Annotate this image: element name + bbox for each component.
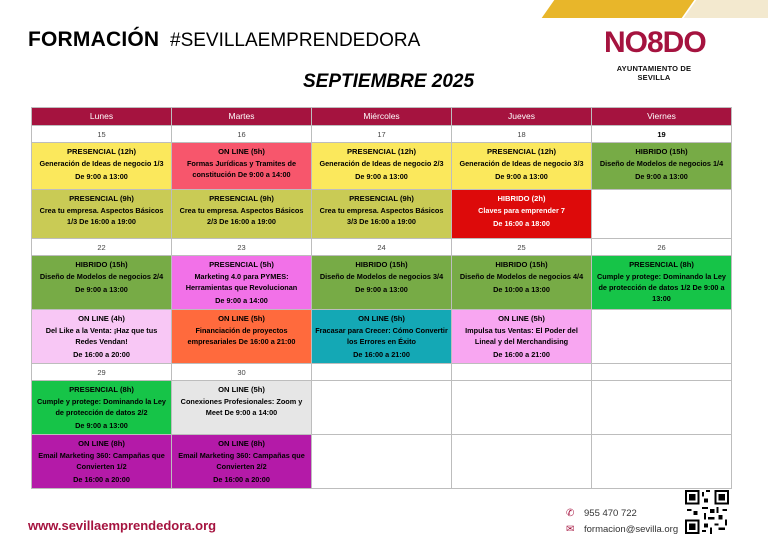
session-title: Fracasar para Crecer: Cómo Convertir los Errores en Éxito xyxy=(315,326,448,346)
session-mode: PRESENCIAL (12h) xyxy=(346,147,417,156)
session-title: Financiación de proyectos empresariales De 16:00 a 21:00 xyxy=(187,326,296,346)
session-cell[interactable] xyxy=(312,310,452,364)
session-title: Marketing 4.0 para PYMES: Herramientas que Revolucionan xyxy=(185,272,298,292)
page-title: FORMACIÓN xyxy=(28,28,160,51)
session-cell[interactable] xyxy=(592,256,732,310)
weekday-header-1: Martes xyxy=(172,108,312,126)
session-mode: PRESENCIAL (12h) xyxy=(486,147,557,156)
session-row xyxy=(32,435,732,489)
session-title: Diseño de Modelos de negocios 4/4 xyxy=(459,272,584,281)
session-mode: ON LINE (5h) xyxy=(218,314,265,323)
session-title: Impulsa tus Ventas: El Poder del Lineal y del Merchandising xyxy=(465,326,578,346)
top-stripe-gold xyxy=(542,0,695,18)
empty-cell xyxy=(592,435,732,489)
top-stripe-light xyxy=(684,0,768,18)
session-cell[interactable] xyxy=(312,190,452,239)
session-time: De 9:00 a 14:00 xyxy=(215,296,268,305)
session-cell[interactable] xyxy=(32,143,172,190)
session-mode: ON LINE (8h) xyxy=(218,439,265,448)
session-mode: PRESENCIAL (9h) xyxy=(69,194,134,203)
session-time: De 9:00 a 13:00 xyxy=(355,172,408,181)
weekday-header-row xyxy=(32,108,732,126)
date-cell: 30 xyxy=(172,364,312,381)
session-time: De 16:00 a 18:00 xyxy=(493,219,550,228)
date-cell: 29 xyxy=(32,364,172,381)
date-cell xyxy=(592,364,732,381)
session-title: Crea tu empresa. Aspectos Básicos 3/3 De 16:00 a 19:00 xyxy=(319,206,444,226)
weekday-header-0: Lunes xyxy=(32,108,172,126)
empty-cell xyxy=(312,435,452,489)
session-cell[interactable] xyxy=(592,143,732,190)
website-link[interactable]: www.sevillaemprendedora.org xyxy=(28,518,217,533)
session-title: Diseño de Modelos de negocios 3/4 xyxy=(319,272,444,281)
session-title: Cumple y protege: Dominando la Ley de protección de datos 1/2 De 9:00 a 13:00 xyxy=(597,272,726,303)
weekday-header-2: Miércoles xyxy=(312,108,452,126)
session-title: Crea tu empresa. Aspectos Básicos 1/3 De 16:00 a 19:00 xyxy=(39,206,164,226)
schedule-table xyxy=(31,107,732,489)
session-cell[interactable] xyxy=(172,256,312,310)
session-cell[interactable] xyxy=(172,190,312,239)
date-cell xyxy=(452,364,592,381)
date-cell: 26 xyxy=(592,239,732,256)
session-cell[interactable] xyxy=(32,381,172,435)
session-title: Generación de Ideas de negocio 2/3 xyxy=(319,159,444,168)
session-mode: PRESENCIAL (12h) xyxy=(66,147,137,156)
session-title: Claves para emprender 7 xyxy=(478,206,565,215)
session-title: Diseño de Modelos de negocios 2/4 xyxy=(39,272,164,281)
session-mode: PRESENCIAL (8h) xyxy=(69,385,134,394)
session-time: De 9:00 a 13:00 xyxy=(635,172,688,181)
session-cell[interactable] xyxy=(32,310,172,364)
date-cell: 16 xyxy=(172,126,312,143)
session-mode: PRESENCIAL (9h) xyxy=(209,194,274,203)
session-row xyxy=(32,190,732,239)
session-time: De 16:00 a 20:00 xyxy=(73,350,130,359)
date-cell: 25 xyxy=(452,239,592,256)
email-contact xyxy=(566,524,678,535)
session-title: Conexiones Profesionales: Zoom y Meet De 9:00 a 14:00 xyxy=(180,397,303,417)
session-mode: HIBRIDO (15h) xyxy=(355,260,408,269)
session-cell[interactable] xyxy=(32,435,172,489)
session-time: De 9:00 a 13:00 xyxy=(75,172,128,181)
session-mode: ON LINE (5h) xyxy=(218,385,265,394)
page-hashtag: #SEVILLAEMPRENDEDORA xyxy=(170,30,421,51)
session-row xyxy=(32,381,732,435)
month-title: SEPTIEMBRE 2025 xyxy=(303,71,475,92)
email-address[interactable]: formacion@sevilla.org xyxy=(584,524,679,535)
session-time: De 16:00 a 21:00 xyxy=(353,350,410,359)
session-time: De 9:00 a 13:00 xyxy=(495,172,548,181)
session-mode: ON LINE (5h) xyxy=(218,147,265,156)
session-cell[interactable] xyxy=(32,190,172,239)
session-time: De 16:00 a 20:00 xyxy=(213,475,270,484)
date-row xyxy=(32,126,732,143)
session-title: Generación de Ideas de negocio 1/3 xyxy=(39,159,164,168)
session-cell[interactable] xyxy=(452,310,592,364)
logo-wordmark: NO8DO xyxy=(604,26,706,59)
logo-subtitle: AYUNTAMIENTO DE SEVILLA xyxy=(616,64,692,82)
session-time: De 9:00 a 13:00 xyxy=(75,421,128,430)
session-time: De 16:00 a 21:00 xyxy=(493,350,550,359)
session-mode: HIBRIDO (2h) xyxy=(497,194,546,203)
session-mode: HIBRIDO (15h) xyxy=(495,260,548,269)
session-cell[interactable] xyxy=(172,310,312,364)
session-mode: ON LINE (4h) xyxy=(78,314,125,323)
session-mode: HIBRIDO (15h) xyxy=(75,260,128,269)
phone-icon: ✆ xyxy=(566,508,575,519)
date-cell: 19 xyxy=(592,126,732,143)
empty-cell xyxy=(452,381,592,435)
date-cell xyxy=(312,364,452,381)
session-mode: HIBRIDO (15h) xyxy=(635,147,688,156)
session-title: Email Marketing 360: Campañas que Convierten 2/2 xyxy=(178,451,305,471)
session-mode: ON LINE (5h) xyxy=(358,314,405,323)
date-cell: 23 xyxy=(172,239,312,256)
date-cell: 24 xyxy=(312,239,452,256)
session-time: De 9:00 a 13:00 xyxy=(75,285,128,294)
session-mode: ON LINE (5h) xyxy=(498,314,545,323)
weekday-header-3: Jueves xyxy=(452,108,592,126)
session-cell[interactable] xyxy=(172,435,312,489)
session-title: Formas Jurídicas y Tramites de constitución De 9:00 a 14:00 xyxy=(186,159,297,179)
phone-contact xyxy=(566,508,637,519)
empty-cell xyxy=(592,190,732,239)
session-cell[interactable] xyxy=(32,256,172,310)
session-time: De 9:00 a 13:00 xyxy=(355,285,408,294)
empty-cell xyxy=(312,381,452,435)
session-cell[interactable] xyxy=(452,256,592,310)
session-title: Crea tu empresa. Aspectos Básicos 2/3 De 16:00 a 19:00 xyxy=(179,206,304,226)
empty-cell xyxy=(592,381,732,435)
session-mode: PRESENCIAL (9h) xyxy=(349,194,414,203)
mail-icon: ✉ xyxy=(566,524,575,535)
session-mode: PRESENCIAL (8h) xyxy=(629,260,694,269)
session-title: Cumple y protege: Dominando la Ley de protección de datos 2/2 xyxy=(37,397,166,417)
session-title: Email Marketing 360: Campañas que Convierten 1/2 xyxy=(38,451,165,471)
city-logo xyxy=(604,27,704,82)
date-cell: 22 xyxy=(32,239,172,256)
session-cell[interactable] xyxy=(172,381,312,435)
date-row xyxy=(32,364,732,381)
session-cell[interactable] xyxy=(312,143,452,190)
session-title: Diseño de Modelos de negocios 1/4 xyxy=(599,159,724,168)
schedule-body xyxy=(32,126,732,489)
session-row xyxy=(32,256,732,310)
session-cell[interactable] xyxy=(452,190,592,239)
date-cell: 15 xyxy=(32,126,172,143)
weekday-header-4: Viernes xyxy=(592,108,732,126)
session-cell[interactable] xyxy=(312,256,452,310)
date-cell: 18 xyxy=(452,126,592,143)
session-row xyxy=(32,143,732,190)
date-cell: 17 xyxy=(312,126,452,143)
session-time: De 10:00 a 13:00 xyxy=(493,285,550,294)
session-mode: ON LINE (8h) xyxy=(78,439,125,448)
session-cell[interactable] xyxy=(172,143,312,190)
empty-cell xyxy=(592,310,732,364)
session-time: De 16:00 a 20:00 xyxy=(73,475,130,484)
date-row xyxy=(32,239,732,256)
empty-cell xyxy=(452,435,592,489)
session-title: Generación de Ideas de negocio 3/3 xyxy=(459,159,584,168)
session-cell[interactable] xyxy=(452,143,592,190)
session-mode: PRESENCIAL (5h) xyxy=(209,260,274,269)
qr-code xyxy=(685,490,729,534)
session-title: Del Like a la Venta: ¡Haz que tus Redes Vendan! xyxy=(45,326,158,346)
phone-number: 955 470 722 xyxy=(584,508,637,519)
session-row xyxy=(32,310,732,364)
